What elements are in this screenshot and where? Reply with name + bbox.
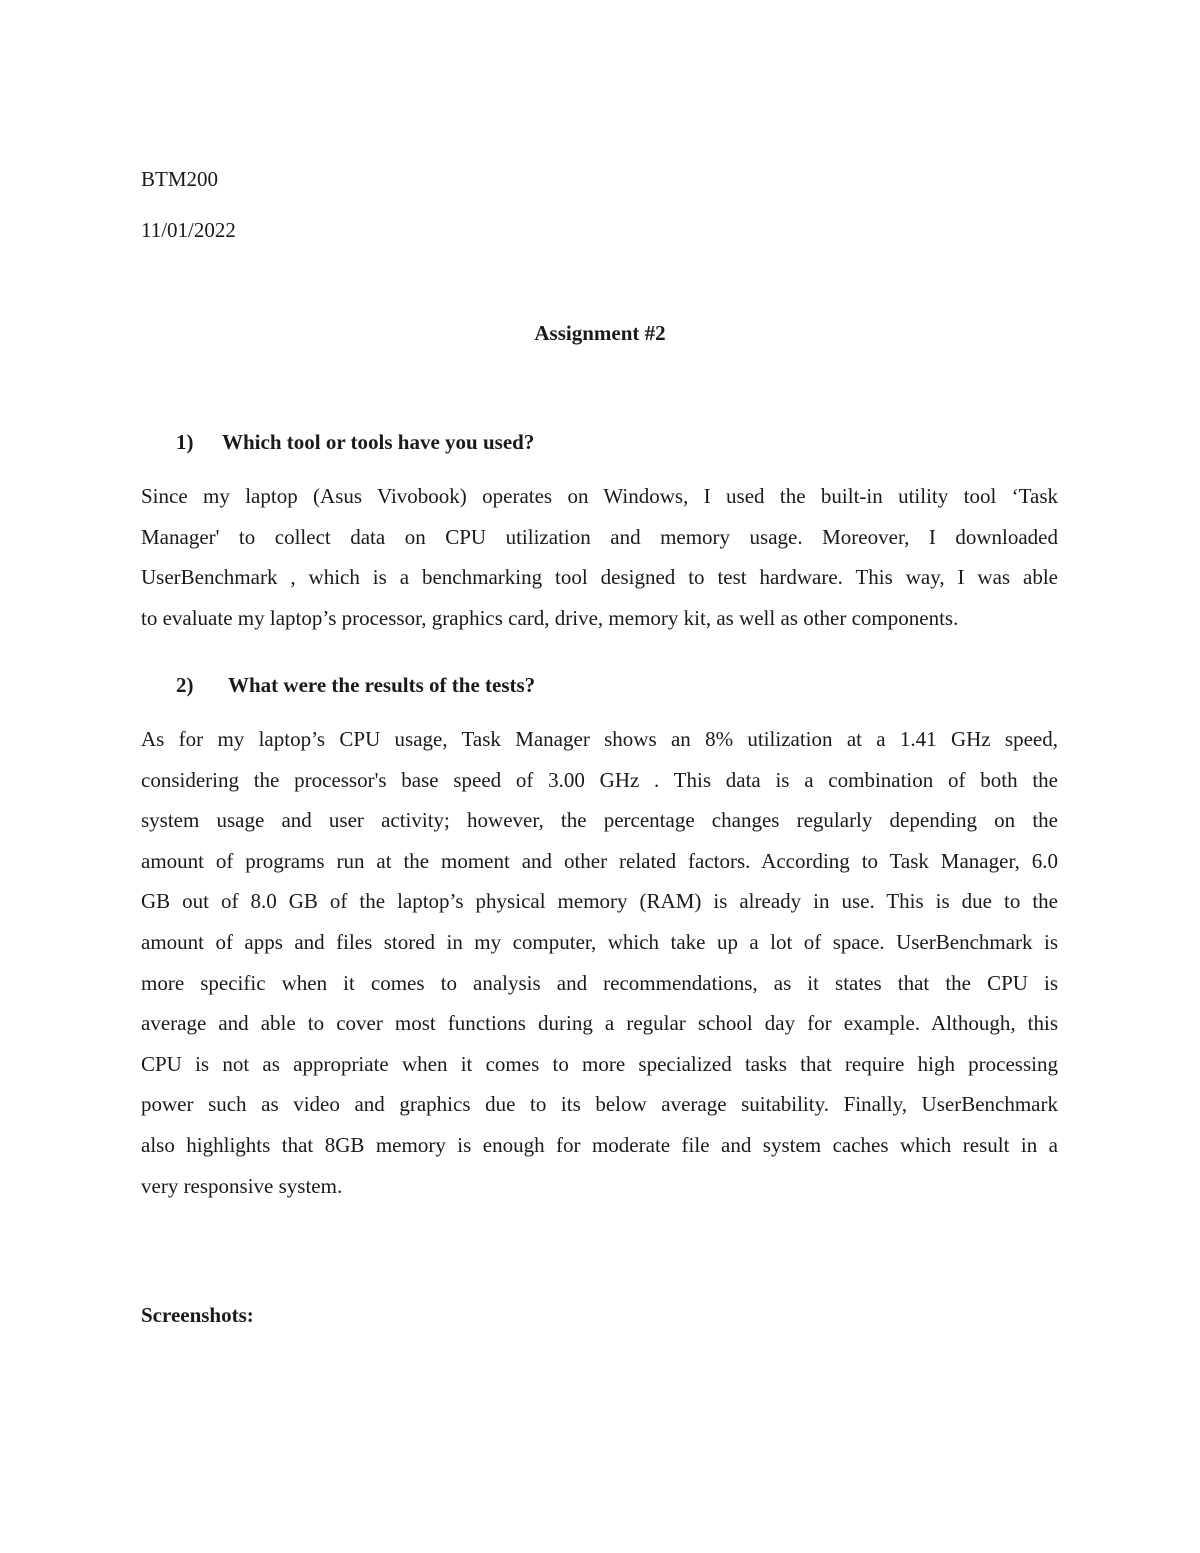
course-code: BTM200 bbox=[141, 167, 219, 191]
answer-1-line: Manager' to collect data on CPU utilization and memory usage. Moreover, I downloaded bbox=[141, 524, 1058, 549]
question-2-number: 2) bbox=[176, 673, 194, 697]
answer-1 bbox=[141, 476, 1058, 638]
answer-2-line: considering the processor's base speed of 3.00 GHz . This data is a combination of both the bbox=[141, 767, 1058, 792]
date: 11/01/2022 bbox=[141, 218, 236, 242]
answer-1-line: to evaluate my laptop’s processor, graphics card, drive, memory kit, as well as other components. bbox=[141, 605, 959, 630]
answer-2-line: very responsive system. bbox=[141, 1173, 343, 1198]
answer-2-line: GB out of 8.0 GB of the laptop’s physical memory (RAM) is already in use. This is due to the bbox=[141, 889, 1058, 914]
question-1-text: Which tool or tools have you used? bbox=[222, 430, 535, 454]
question-2-text: What were the results of the tests? bbox=[228, 673, 536, 697]
question-1-number: 1) bbox=[176, 430, 194, 454]
answer-1-line: UserBenchmark , which is a benchmarking tool designed to test hardware. This way, I was able bbox=[141, 565, 1058, 590]
answer-2-line: more specific when it comes to analysis and recommendations, as it states that the CPU is bbox=[141, 970, 1058, 995]
answer-2-line: amount of apps and files stored in my computer, which take up a lot of space. UserBenchmark is bbox=[141, 929, 1058, 954]
answer-2-line: As for my laptop’s CPU usage, Task Manager shows an 8% utilization at a 1.41 GHz speed, bbox=[141, 727, 1058, 751]
page-title: Assignment #2 bbox=[534, 321, 666, 345]
question-1 bbox=[176, 430, 534, 455]
answer-2 bbox=[141, 719, 1058, 1206]
question-2 bbox=[176, 673, 535, 698]
answer-2-line: power such as video and graphics due to its below average suitability. Finally, UserBenchmark bbox=[141, 1092, 1058, 1117]
answer-2-line: system usage and user activity; however, the percentage changes regularly depending on the bbox=[141, 808, 1058, 833]
screenshots-heading: Screenshots: bbox=[141, 1303, 254, 1327]
answer-2-line: also highlights that 8GB memory is enough for moderate file and system caches which result in a bbox=[141, 1132, 1058, 1157]
answer-2-line: amount of programs run at the moment and other related factors. According to Task Manager, 6.0 bbox=[141, 848, 1058, 873]
answer-2-line: CPU is not as appropriate when it comes to more specialized tasks that require high processing bbox=[141, 1051, 1058, 1076]
answer-2-line: average and able to cover most functions during a regular school day for example. Although, this bbox=[141, 1011, 1058, 1036]
answer-1-line: Since my laptop (Asus Vivobook) operates on Windows, I used the built-in utility tool ‘Task bbox=[141, 484, 1058, 508]
